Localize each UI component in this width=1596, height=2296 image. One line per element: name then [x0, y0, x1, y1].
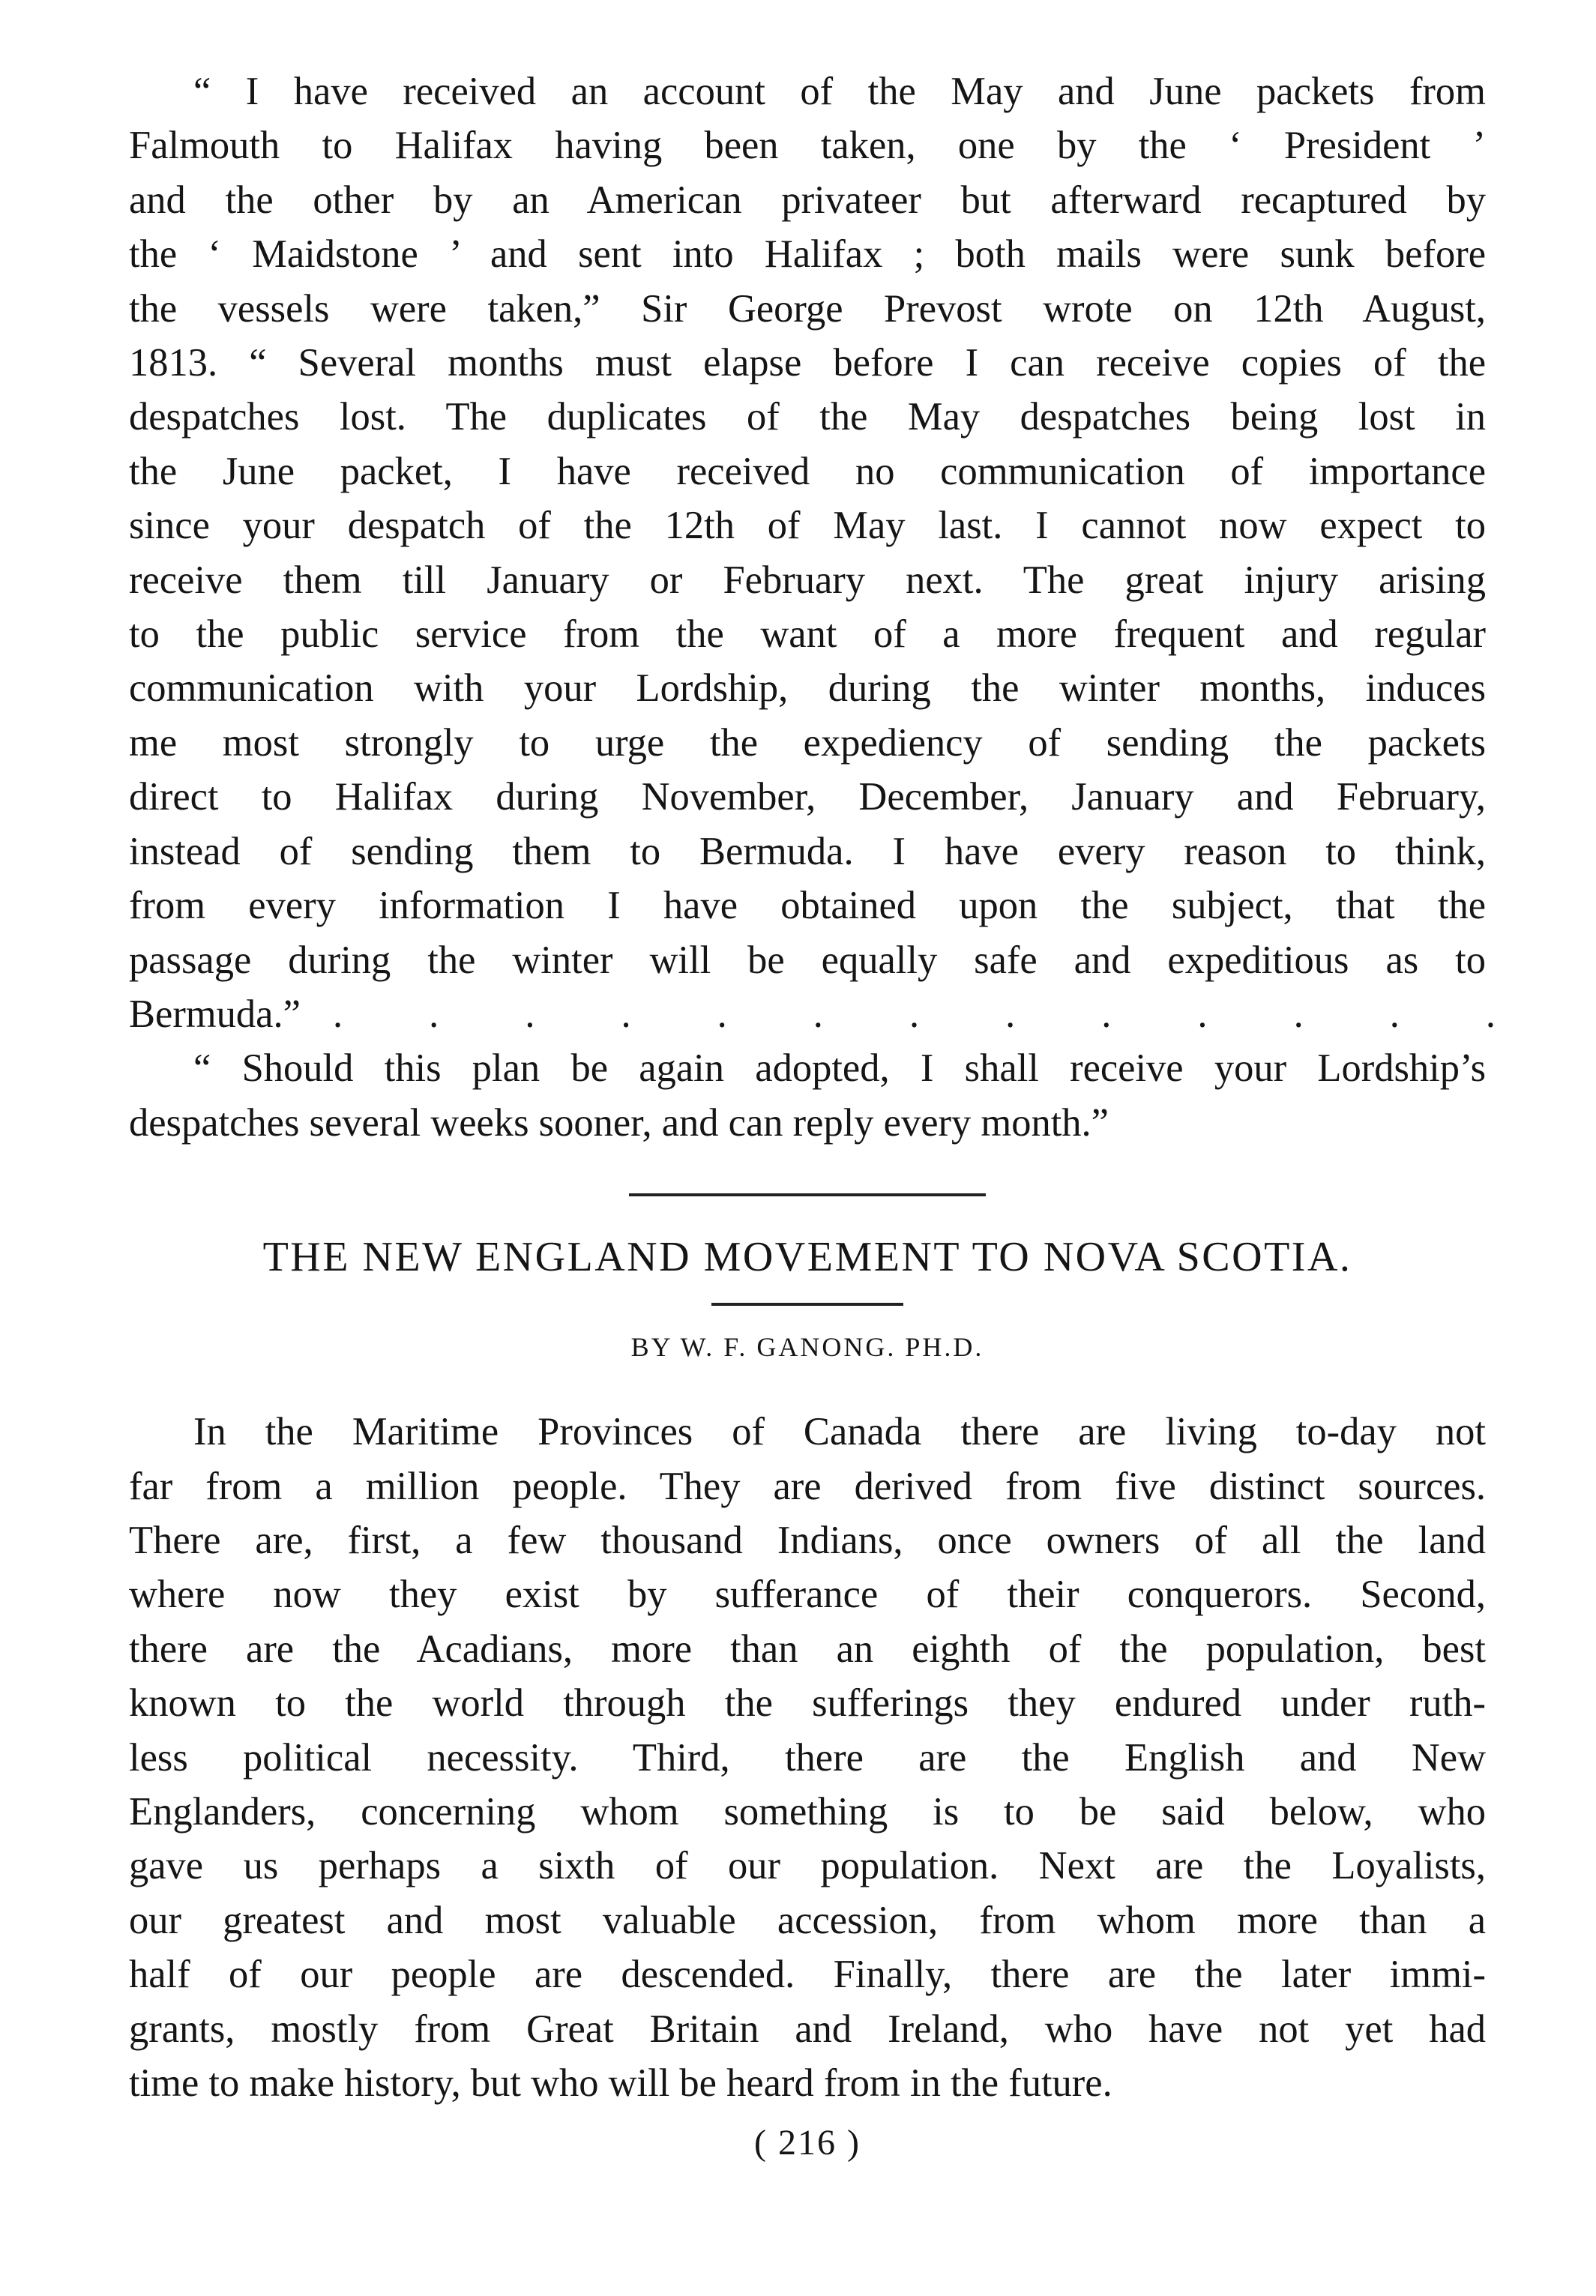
text-line: where now they exist by sufferance of their conquerors. Second, — [129, 1573, 1486, 1617]
text-line: from every information I have obtained upon the subject, that the — [129, 884, 1486, 928]
ellipsis-dot: . — [1101, 992, 1112, 1036]
text-line: grants, mostly from Great Britain and Ireland, who have not yet had — [129, 2007, 1486, 2051]
text-line: since your despatch of the 12th of May last. I cannot now expect to — [129, 504, 1486, 548]
text-line: Falmouth to Halifax having been taken, one by the ‘ President ’ — [129, 124, 1486, 168]
text-line: “ I have received an account of the May and June packets from — [193, 70, 1486, 113]
page-number: ( 216 ) — [754, 2123, 861, 2163]
ellipsis-dot: . — [429, 992, 439, 1036]
text-line: instead of sending them to Bermuda. I have every reason to think, — [129, 829, 1486, 873]
ellipsis-dot: . — [1485, 992, 1496, 1036]
text-line: direct to Halifax during November, December, January and February, — [129, 775, 1486, 819]
ellipsis-dot: . — [717, 992, 727, 1036]
ellipsis-dot: . — [909, 992, 920, 1036]
text-line: There are, first, a few thousand Indians, once owners of all the land — [129, 1518, 1486, 1562]
text-line: the June packet, I have received no communication of importance — [129, 449, 1486, 493]
text-line: less political necessity. Third, there are the English and New — [129, 1735, 1486, 1780]
text-line: far from a million people. They are derived from five distinct sources. — [129, 1464, 1486, 1508]
page — [129, 64, 1496, 2166]
text-line: despatches several weeks sooner, and can reply every month.” — [129, 1100, 1109, 1145]
text-line-with-ellipsis — [129, 987, 1496, 1041]
article-byline: BY W. F. GANONG. PH.D. — [630, 1332, 984, 1363]
text-line: communication with your Lordship, during the winter months, induces — [129, 666, 1486, 711]
section-divider — [629, 1193, 986, 1196]
text-line: there are the Acadians, more than an eighth of the population, best — [129, 1627, 1486, 1671]
text-line: the ‘ Maidstone ’ and sent into Halifax ; both mails were sunk before — [129, 232, 1486, 277]
text-line: despatches lost. The duplicates of the May despatches being lost in — [129, 395, 1486, 439]
article-body — [129, 1405, 1486, 2110]
text-line: time to make history, but who will be heard from in the future. — [129, 2061, 1112, 2105]
text-line: our greatest and most valuable accession, from whom more than a — [129, 1898, 1486, 1942]
ellipsis-dot: . — [333, 992, 343, 1036]
text-line: and the other by an American privateer but afterward recaptured by — [129, 178, 1486, 222]
text-line-end: Bermuda.” — [129, 992, 301, 1036]
text-line: half of our people are descended. Finally, there are the later immi- — [129, 1953, 1486, 1997]
text-line: 1813. “ Several months must elapse before I can receive copies of the — [129, 341, 1486, 385]
ellipsis-dot: . — [813, 992, 823, 1036]
text-line: to the public service from the want of a more frequent and regular — [129, 612, 1486, 657]
text-line: “ Should this plan be again adopted, I shall receive your Lordship’s — [193, 1046, 1486, 1091]
ellipsis — [333, 987, 1496, 1041]
ellipsis-dot: . — [525, 992, 535, 1036]
ellipsis-dot: . — [1293, 992, 1304, 1036]
quote-paragraph — [129, 64, 1496, 1041]
text-line: In the Maritime Provinces of Canada there are living to-day not — [193, 1410, 1486, 1454]
text-line: me most strongly to urge the expediency of sending the packets — [129, 720, 1486, 765]
title-rule — [711, 1303, 903, 1306]
ellipsis-dot: . — [1389, 992, 1400, 1036]
quote-paragraph-2 — [129, 1041, 1486, 1150]
text-line: receive them till January or February next. The great injury arising — [129, 558, 1486, 602]
text-line: known to the world through the sufferings they endured under ruth- — [129, 1681, 1486, 1726]
text-line: passage during the winter will be equally safe and expeditious as to — [129, 938, 1486, 982]
text-line: gave us perhaps a sixth of our population. Next are the Loyalists, — [129, 1844, 1486, 1888]
ellipsis-dot: . — [1005, 992, 1016, 1036]
text-line: Englanders, concerning whom something is to be said below, who — [129, 1789, 1486, 1834]
article-title: THE NEW ENGLAND MOVEMENT TO NOVA SCOTIA. — [262, 1234, 1352, 1281]
ellipsis-dot: . — [621, 992, 631, 1036]
ellipsis-dot: . — [1197, 992, 1208, 1036]
text-line: the vessels were taken,” Sir George Prevost wrote on 12th August, — [129, 286, 1486, 331]
